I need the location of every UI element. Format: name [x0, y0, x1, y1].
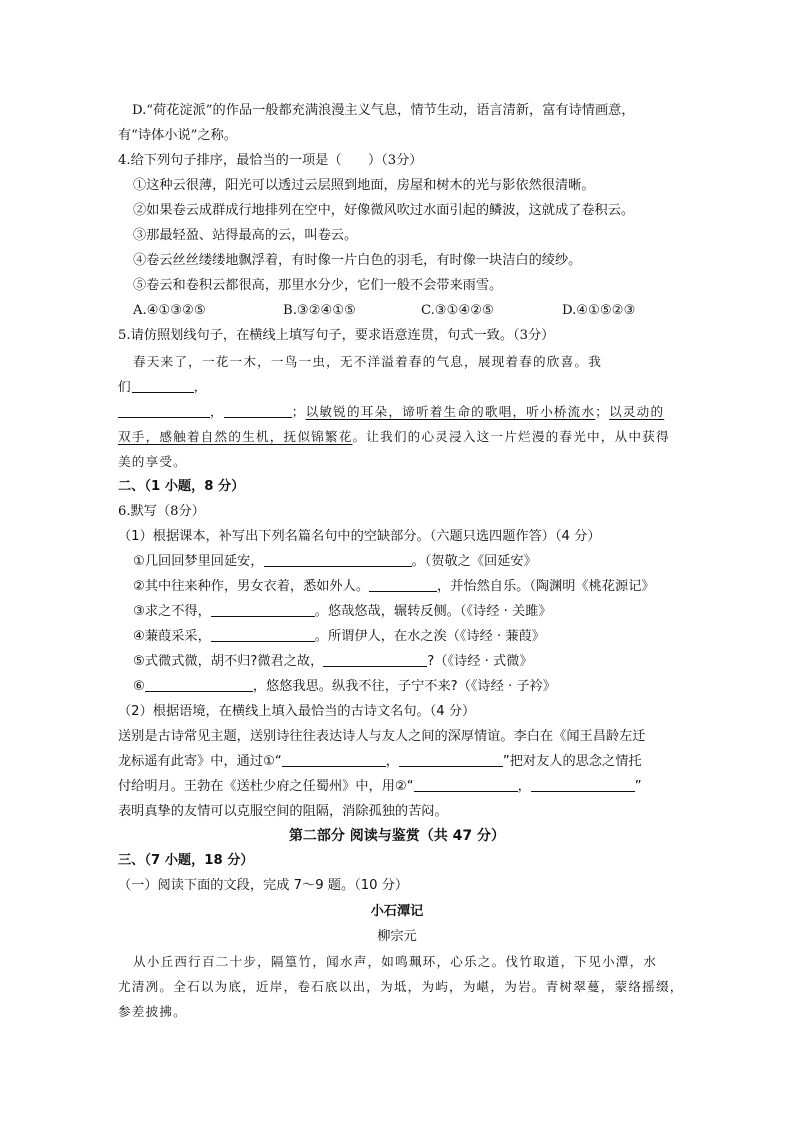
- dictation-3: ③求之不得， 。悠哉悠哉，辗转反侧。（《诗经 · 关雎》: [133, 604, 552, 619]
- dictation-6: ⑥ ，悠悠我思。纵我不往，子宁不来?（《诗经 · 子衿》: [133, 679, 556, 694]
- q5-passage-line2: 们 ，: [118, 379, 208, 394]
- question-6-part1: （1）根据课本，补写出下列名篇名句中的空缺部分。（六题只选四题作答）（4 分）: [118, 529, 601, 544]
- section-2-heading: 二、（1 小题，8 分）: [118, 479, 245, 494]
- q5-passage-line1: 春天来了，一花一木，一鸟一虫，无不洋溢着春的气息，展现着春的欣喜。我: [133, 354, 602, 369]
- answer-blank[interactable]: [414, 777, 518, 792]
- sentence-1: ①这种云很薄，阳光可以透过云层照到地面，房屋和树木的光与影依然很清晰。: [133, 178, 595, 193]
- option-c[interactable]: C.③①④②⑤: [421, 303, 494, 318]
- sentence-5: ⑤卷云和卷积云都很高，那里水分少，它们一般不会带来雨雪。: [133, 278, 503, 293]
- question-6-part2: （2）根据语境，在横线上填入最恰当的古诗文名句。（4 分）: [118, 704, 476, 719]
- option-b[interactable]: B.③②④①⑤: [283, 303, 356, 318]
- underlined-model-sentence: 双手，感触着自然的生机，抚似锦繁花: [118, 429, 353, 444]
- context-line3: 付给明月。王勃在《送杜少府之任蜀州》中，用②“ ， ”: [118, 779, 642, 794]
- sentence-3: ③那最轻盈、站得最高的云，叫卷云。: [133, 228, 358, 243]
- answer-blank[interactable]: [369, 577, 437, 592]
- answer-blank[interactable]: [118, 403, 210, 418]
- section-3-heading: 三、（7 小题，18 分）: [118, 853, 254, 868]
- answer-blank[interactable]: [145, 677, 253, 692]
- answer-blank[interactable]: [224, 403, 292, 418]
- dictation-1: ①几回回梦里回延安， 。（贺敬之《回延安》: [133, 554, 537, 569]
- answer-blank[interactable]: [282, 752, 386, 767]
- passage-line3: 参差披拂。: [118, 1004, 187, 1019]
- sentence-2: ②如果卷云成群成行地排列在空中，好像微风吹过水面引起的鳞波，这就成了卷积云。: [133, 203, 635, 218]
- reading-instruction: （一）阅读下面的文段，完成 7～9 题。（10 分）: [118, 878, 409, 893]
- answer-blank[interactable]: [399, 752, 503, 767]
- q5-passage-line3: ， ；以敏锐的耳朵，谛听着生命的歌唱，听小桥流水；以灵动的: [118, 402, 678, 422]
- context-line1: 送别是古诗常见主题，送别诗往往表达诗人与友人之间的深厚情谊。李白在《闻王昌龄左迁: [118, 729, 646, 744]
- part-2-heading: 第二部分 阅读与鉴赏（共 47 分）: [288, 828, 506, 844]
- answer-blank[interactable]: [264, 552, 412, 567]
- passage-line1: 从小丘西行百二十步，隔篁竹，闻水声，如鸣珮环，心乐之。伐竹取道，下见小潭，水: [133, 954, 658, 969]
- passage-author: 柳宗元: [377, 929, 417, 944]
- answer-blank[interactable]: [132, 378, 194, 393]
- sentence-4: ④卷云丝丝缕缕地飘浮着，有时像一片白色的羽毛，有时像一块洁白的绫纱。: [133, 253, 582, 268]
- option-d[interactable]: D.④①⑤②③: [562, 303, 636, 318]
- dictation-2: ②其中往来种作，男女衣着，悉如外人。 ，并怡然自乐。（陶渊明《桃花源记》: [133, 579, 655, 594]
- dictation-4: ④蒹葭采采， 。所谓伊人，在水之涘（《诗经 · 蒹葭》: [133, 629, 545, 644]
- underlined-model-sentence: 以敏锐的耳朵，谛听着生命的歌唱，听小桥流水: [305, 404, 596, 419]
- underlined-model-sentence: 以灵动的: [609, 404, 665, 419]
- answer-blank[interactable]: [531, 777, 635, 792]
- context-line4: 表明真挚的友情可以克服空间的阻隔，消除孤独的苦闷。: [118, 804, 448, 819]
- answer-blank[interactable]: [211, 627, 315, 642]
- passage-line2: 尤清冽。全石以为底，近岸，卷石底以出，为坻，为屿，为嵁，为岩。青树翠蔓，蒙络摇缀，: [118, 979, 684, 994]
- q5-passage-line4: 双手，感触着自然的生机，抚似锦繁花。让我们的心灵浸入这一片烂漫的春光中，从中获得: [118, 429, 670, 444]
- question-5-stem: 5.请仿照划线句子，在横线上填写句子，要求语意连贯，句式一致。（3分）: [118, 328, 555, 343]
- option-d-line1: D.“荷花淀派”的作品一般都充满浪漫主义气息，情节生动，语言清新，富有诗情画意，: [132, 103, 635, 118]
- question-4-options: [133, 301, 693, 321]
- passage-title: 小石潭记: [370, 904, 424, 919]
- option-a[interactable]: A.④①③②⑤: [133, 303, 206, 318]
- context-line2: 龙标遥有此寄》中，通过①“ ， ”把对友人的思念之情托: [118, 754, 642, 769]
- question-4-stem: 4.给下列句子排序，最恰当的一项是（ ）（3分）: [118, 153, 423, 168]
- answer-blank[interactable]: [323, 652, 427, 667]
- option-d-line2: 有“诗体小说”之称。: [118, 128, 237, 143]
- dictation-5: ⑤式微式微，胡不归?微君之故， ?（《诗经 · 式微》: [133, 654, 533, 669]
- answer-blank[interactable]: [211, 602, 315, 617]
- q5-passage-line5: 美的享受。: [118, 454, 187, 469]
- question-6-stem: 6.默写（8分）: [118, 504, 205, 519]
